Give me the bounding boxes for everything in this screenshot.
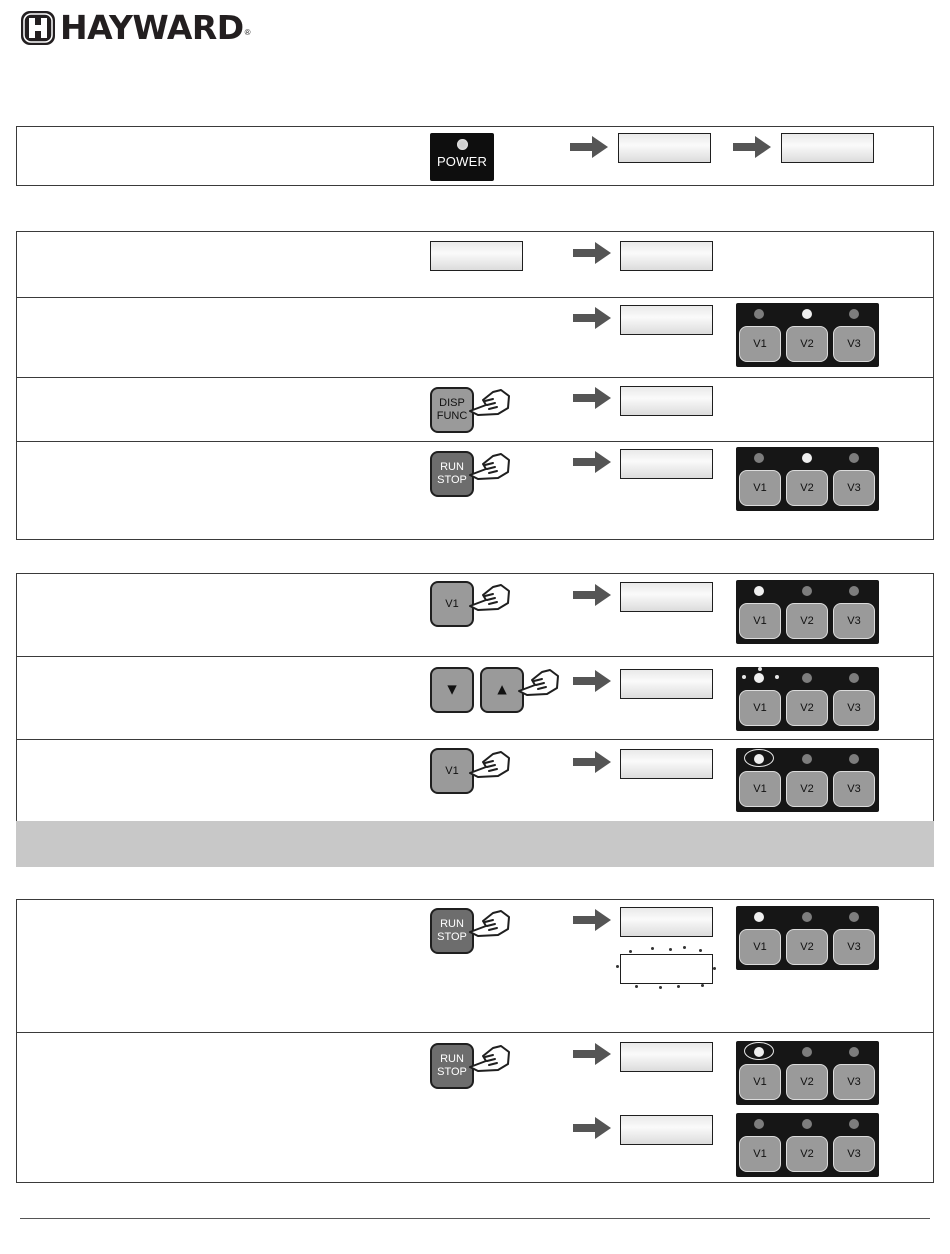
v3-button[interactable]: V3 <box>833 771 875 807</box>
v2-led <box>802 754 812 764</box>
v2-led <box>802 309 812 319</box>
speed-panel <box>736 906 879 970</box>
disp-func-line2: FUNC <box>436 410 468 422</box>
lcd-display <box>620 907 713 937</box>
arrow-right-icon <box>573 1117 611 1139</box>
v1-key-label: V1 <box>445 765 459 777</box>
v3-led <box>849 1119 859 1129</box>
lcd-display <box>620 669 713 699</box>
run-stop-line2: STOP <box>437 1066 467 1078</box>
lcd-display <box>620 1115 713 1145</box>
lcd-display <box>620 241 713 271</box>
blink-dot <box>701 984 704 987</box>
arrow-right-icon <box>573 1043 611 1065</box>
speed-panel <box>736 748 879 812</box>
lcd-display <box>620 1042 713 1072</box>
v2-button[interactable]: V2 <box>786 1136 828 1172</box>
v2-button[interactable]: V2 <box>786 690 828 726</box>
v2-button[interactable]: V2 <box>786 603 828 639</box>
blink-dot <box>616 965 619 968</box>
v1-button[interactable]: V1 <box>739 690 781 726</box>
v1-led <box>754 754 764 764</box>
v1-key-label: V1 <box>445 598 459 610</box>
note-band <box>16 821 934 867</box>
power-button[interactable] <box>430 133 494 181</box>
arrow-right-icon <box>573 584 611 606</box>
v1-led <box>754 1119 764 1129</box>
section-power <box>16 126 934 186</box>
arrow-right-icon <box>573 242 611 264</box>
blink-mark <box>775 675 779 679</box>
row-divider <box>17 441 933 442</box>
arrow-right-icon <box>570 136 608 158</box>
v2-led <box>802 912 812 922</box>
v1-button[interactable]: V1 <box>739 771 781 807</box>
run-stop-line2: STOP <box>437 474 467 486</box>
pointing-hand-icon <box>517 664 561 698</box>
blink-dot <box>713 967 716 970</box>
row-divider <box>17 297 933 298</box>
v3-button[interactable]: V3 <box>833 326 875 362</box>
v3-button[interactable]: V3 <box>833 603 875 639</box>
arrow-right-icon <box>573 387 611 409</box>
registered-mark: ® <box>244 27 251 37</box>
v3-button[interactable]: V3 <box>833 1136 875 1172</box>
v1-button[interactable]: V1 <box>739 470 781 506</box>
blink-dot <box>635 985 638 988</box>
v1-button[interactable]: V1 <box>739 1136 781 1172</box>
v1-led <box>754 912 764 922</box>
row-divider <box>17 1032 933 1033</box>
hayward-logo <box>20 8 251 48</box>
run-stop-line2: STOP <box>437 931 467 943</box>
blink-dot <box>683 946 686 949</box>
v3-button[interactable]: V3 <box>833 690 875 726</box>
v3-led <box>849 912 859 922</box>
v1-button[interactable]: V1 <box>739 326 781 362</box>
down-arrow-icon: ▼ <box>444 681 460 699</box>
speed-panel <box>736 303 879 367</box>
pointing-hand-icon <box>468 1040 512 1074</box>
blink-mark <box>758 667 762 671</box>
lcd-display <box>781 133 874 163</box>
lcd-display-blinking <box>620 954 713 984</box>
pointing-hand-icon <box>468 448 512 482</box>
v3-led <box>849 586 859 596</box>
blink-dot <box>651 947 654 950</box>
v3-led <box>849 673 859 683</box>
v2-button[interactable]: V2 <box>786 470 828 506</box>
lcd-display <box>620 749 713 779</box>
v1-button[interactable]: V1 <box>739 603 781 639</box>
down-arrow-button[interactable] <box>430 667 474 713</box>
pointing-hand-icon <box>468 746 512 780</box>
section-speed-setting <box>16 573 934 822</box>
v1-led <box>754 309 764 319</box>
blink-dot <box>669 948 672 951</box>
row-divider <box>17 739 933 740</box>
v3-led <box>849 453 859 463</box>
arrow-right-icon <box>573 909 611 931</box>
blink-dot <box>629 950 632 953</box>
arrow-right-icon <box>573 670 611 692</box>
v2-button[interactable]: V2 <box>786 771 828 807</box>
lcd-display <box>620 305 713 335</box>
v3-led <box>849 309 859 319</box>
v3-button[interactable]: V3 <box>833 470 875 506</box>
v2-led <box>802 586 812 596</box>
v2-button[interactable]: V2 <box>786 929 828 965</box>
v2-button[interactable]: V2 <box>786 326 828 362</box>
run-stop-line1: RUN <box>440 461 464 473</box>
pointing-hand-icon <box>468 384 512 418</box>
power-button-label: POWER <box>436 154 488 169</box>
up-arrow-icon: ▲ <box>494 681 510 699</box>
v2-led <box>802 1047 812 1057</box>
row-divider <box>17 656 933 657</box>
section-run-stop <box>16 899 934 1183</box>
v1-led <box>754 586 764 596</box>
v3-led <box>849 1047 859 1057</box>
power-led <box>457 139 468 150</box>
footer-rule <box>20 1218 930 1219</box>
v3-led <box>849 754 859 764</box>
speed-panel <box>736 580 879 644</box>
hayward-logo-icon <box>20 10 56 46</box>
section-display <box>16 231 934 540</box>
v1-led <box>754 673 764 683</box>
v1-button[interactable]: V1 <box>739 929 781 965</box>
arrow-right-icon <box>573 307 611 329</box>
brand-name: HAYWARD <box>60 8 244 47</box>
arrow-right-icon <box>573 451 611 473</box>
arrow-right-icon <box>733 136 771 158</box>
disp-func-line1: DISP <box>439 397 465 409</box>
row-divider <box>17 377 933 378</box>
v3-button[interactable]: V3 <box>833 929 875 965</box>
blink-dot <box>699 949 702 952</box>
blink-dot <box>677 985 680 988</box>
speed-panel <box>736 447 879 511</box>
blink-mark <box>742 675 746 679</box>
v2-led <box>802 453 812 463</box>
v1-led <box>754 453 764 463</box>
pointing-hand-icon <box>468 905 512 939</box>
v1-button[interactable]: V1 <box>739 1064 781 1100</box>
v1-led <box>754 1047 764 1057</box>
pointing-hand-icon <box>468 579 512 613</box>
blink-dot <box>659 986 662 989</box>
v2-led <box>802 1119 812 1129</box>
lcd-display <box>620 449 713 479</box>
v3-button[interactable]: V3 <box>833 1064 875 1100</box>
lcd-display <box>620 386 713 416</box>
speed-panel <box>736 1041 879 1105</box>
run-stop-line1: RUN <box>440 918 464 930</box>
v2-button[interactable]: V2 <box>786 1064 828 1100</box>
lcd-display <box>618 133 711 163</box>
v2-led <box>802 673 812 683</box>
arrow-right-icon <box>573 751 611 773</box>
run-stop-line1: RUN <box>440 1053 464 1065</box>
speed-panel <box>736 1113 879 1177</box>
speed-panel <box>736 667 879 731</box>
lcd-display <box>620 582 713 612</box>
lcd-display <box>430 241 523 271</box>
